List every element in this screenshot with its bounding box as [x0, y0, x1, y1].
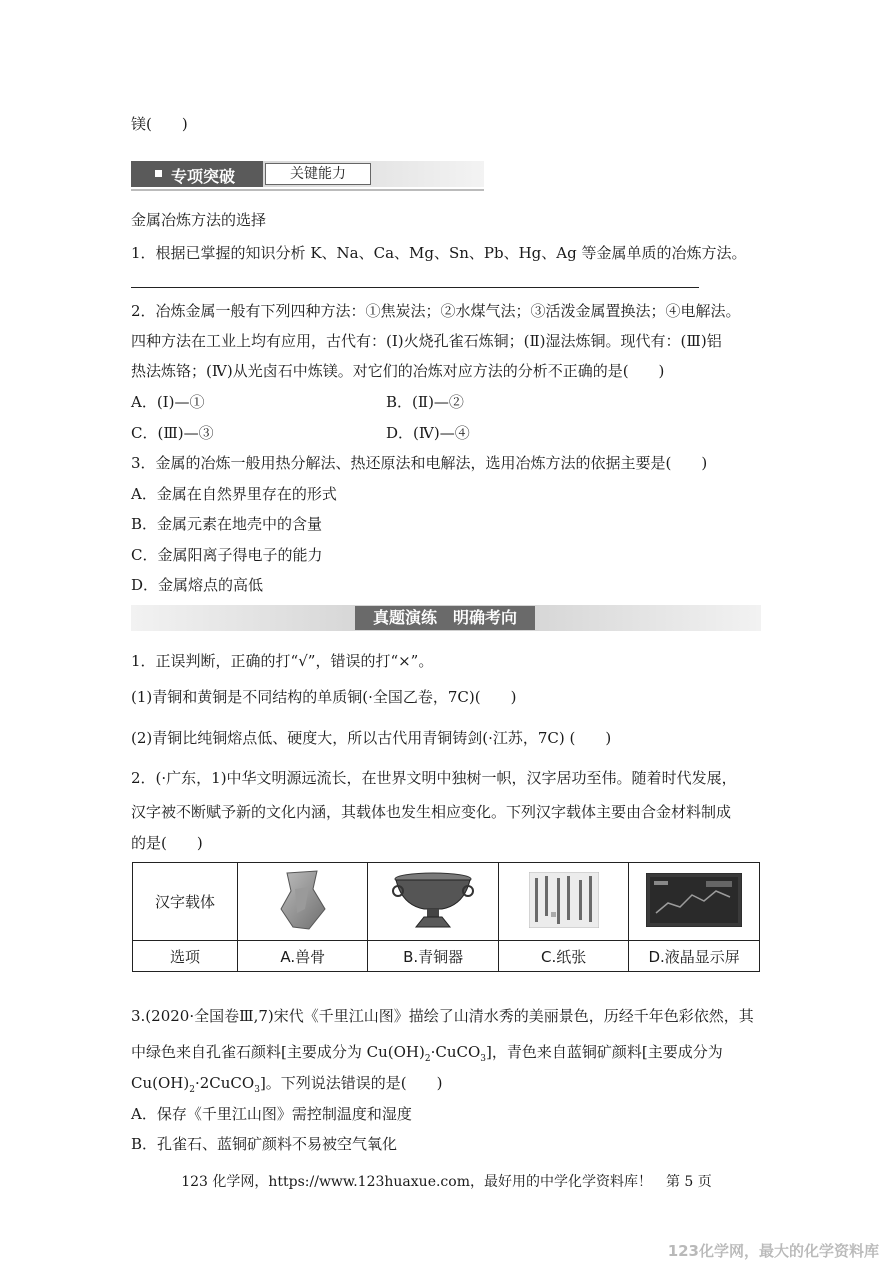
q2-option-b: B．(Ⅱ)—②: [386, 393, 464, 411]
q2-option-c: C．(Ⅲ)—③: [131, 424, 214, 442]
square-bullet-icon: [155, 170, 162, 177]
exam-q2-line2: 汉字被不断赋予新的文化内涵，其载体也发生相应变化。下列汉字载体主要由合金材料制成: [131, 803, 732, 821]
q3-option-a: A．金属在自然界里存在的形式: [131, 485, 337, 503]
watermark: 123化学网，最大的化学资料库: [667, 1242, 879, 1260]
page-footer: 123 化学网，https://www.123huaxue.com，最好用的中学化学资料库！ 第 5 页: [181, 1174, 712, 1190]
question-2-line2: 四种方法在工业上均有应用，古代有：(Ⅰ)火烧孔雀石炼铜；(Ⅱ)湿法炼铜。现代有：(Ⅲ)铝: [131, 332, 722, 350]
exam-q2-line1: 2．(·广东，1)中华文明源远流长，在世界文明中独树一帜，汉字居功至伟。随着时代发展，: [131, 769, 737, 787]
lcd-screen-image-icon: [646, 873, 742, 927]
question-1: 1．根据已掌握的知识分析 K、Na、Ca、Mg、Sn、Pb、Hg、Ag 等金属单质的冶炼方法。: [131, 244, 747, 262]
bone-image-icon: [273, 869, 333, 931]
section-banner-exam: [131, 605, 761, 631]
exam-q3-option-b: B．孔雀石、蓝铜矿颜料不易被空气氧化: [131, 1135, 398, 1153]
table-row: [133, 941, 760, 972]
top-line: 镁( ): [131, 115, 188, 133]
table-cell: D.液晶显示屏: [629, 941, 760, 972]
section-banner-special: [131, 161, 484, 187]
table-cell: [238, 863, 368, 941]
table-row: [133, 863, 760, 941]
exam-q1-sub2: (2)青铜比纯铜熔点低、硬度大，所以古代用青铜铸剑(·江苏，7C) ( ): [131, 729, 612, 747]
table-cell: B.青铜器: [368, 941, 499, 972]
paper-calligraphy-image-icon: [529, 872, 599, 928]
exam-q1-sub1: (1)青铜和黄铜是不同结构的单质铜(·全国乙卷，7C)( ): [131, 688, 517, 706]
q3-option-d: D．金属熔点的高低: [131, 576, 264, 594]
q3-option-c: C．金属阳离子得电子的能力: [131, 546, 323, 564]
question-3: 3．金属的冶炼一般用热分解法、热还原法和电解法，选用冶炼方法的依据主要是( ): [131, 454, 708, 472]
exam-q3-option-a: A．保存《千里江山图》需控制温度和湿度: [131, 1105, 412, 1123]
topic-heading: 金属冶炼方法的选择: [131, 211, 267, 229]
question-2-line1: 2．冶炼金属一般有下列四种方法：①焦炭法；②水煤气法；③活泼金属置换法；④电解法。: [131, 302, 741, 320]
table-cell: [498, 863, 628, 941]
table-cell: [629, 863, 760, 941]
exam-q3-line2: 中绿色来自孔雀石颜料[主要成分为 $Cu(OH)_2\cdot CuCO_3$]，青色来自蓝铜矿颜料[主要成分为: [131, 1043, 723, 1064]
exam-question-1: 1．正误判断，正确的打“√”，错误的打“×”。: [131, 652, 434, 670]
table-cell: [368, 863, 499, 941]
section-title: 专项突破: [171, 167, 236, 186]
bronze-vessel-image-icon: [390, 871, 476, 929]
carrier-table: [132, 862, 760, 972]
exam-q3-line3: $Cu(OH)_2\cdot 2CuCO_3$]。下列说法错误的是( ): [131, 1074, 443, 1095]
q2-option-a: A．(Ⅰ)—①: [131, 393, 205, 411]
answer-line: [131, 287, 699, 288]
table-cell: 选项: [133, 941, 238, 972]
table-cell: A.兽骨: [238, 941, 368, 972]
table-cell: C.纸张: [498, 941, 628, 972]
exam-q2-line3: 的是( ): [131, 834, 203, 852]
question-2-line3: 热法炼铬；(Ⅳ)从光卤石中炼镁。对它们的冶炼对应方法的分析不正确的是( ): [131, 362, 665, 380]
exam-q3-line1: 3.(2020·全国卷Ⅲ,7)宋代《千里江山图》描绘了山清水秀的美丽景色，历经千年色彩依然，其: [131, 1007, 754, 1025]
q3-option-b: B．金属元素在地壳中的含量: [131, 515, 323, 533]
table-cell: 汉字载体: [133, 863, 238, 941]
q2-option-d: D．(Ⅳ)—④: [386, 424, 470, 442]
section2-title: 真题演练 明确考向: [355, 606, 535, 630]
section-tag: 关键能力: [265, 163, 371, 185]
